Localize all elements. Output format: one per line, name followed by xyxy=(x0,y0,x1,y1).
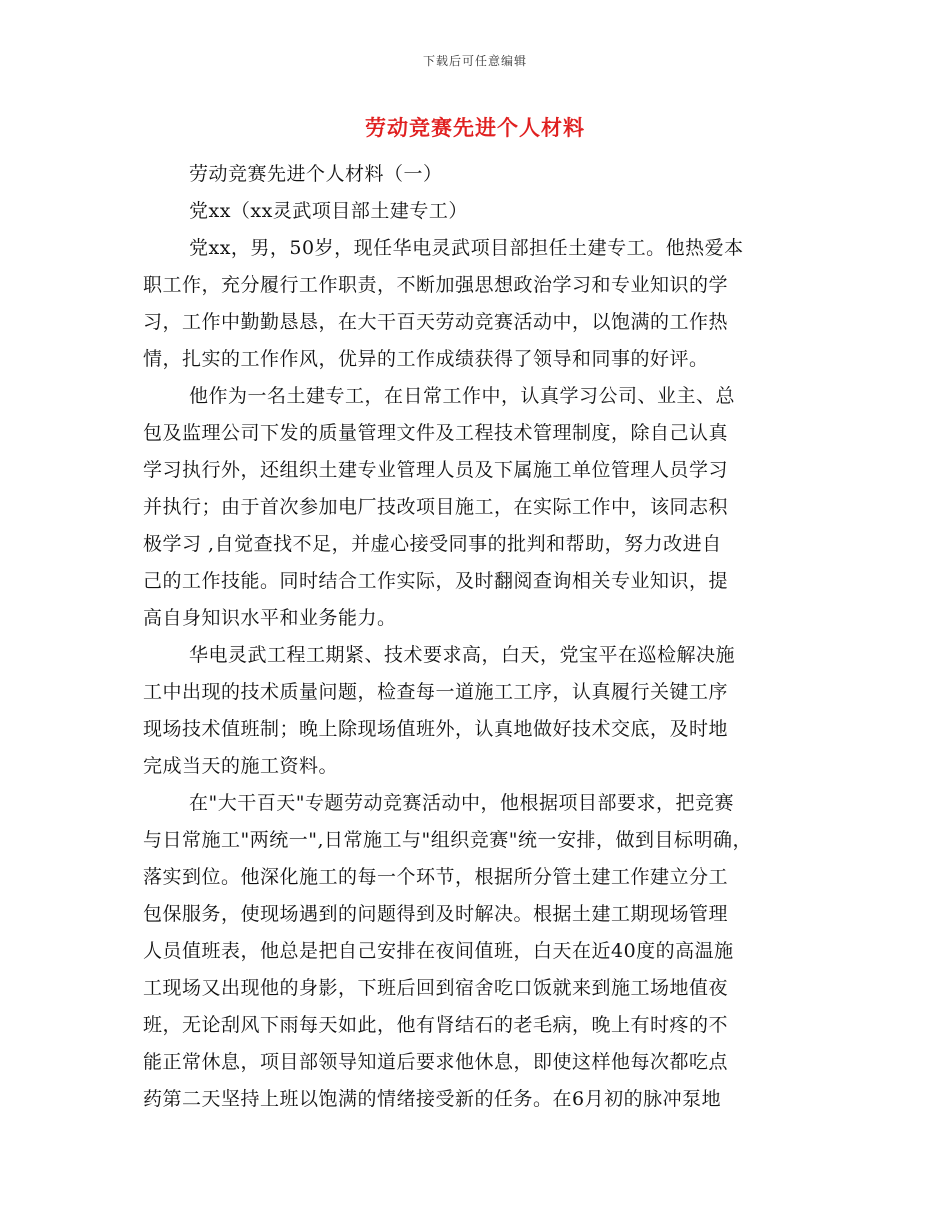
paragraph-line: 他作为一名土建专工，在日常工作中，认真学习公司、业主、总 xyxy=(189,385,736,407)
paragraph-line: 完成当天的施工资料。 xyxy=(143,755,339,777)
paragraph-line: 班，无论刮风下雨每天如此，他有肾结石的老毛病，晚上有时疼的不 xyxy=(143,1014,729,1036)
paragraph-line: 现场技术值班制；晚上除现场值班外，认真地做好技术交底，及时地 xyxy=(143,718,729,740)
paragraph-line: 情，扎实的工作作风，优异的工作成绩获得了领导和同事的好评。 xyxy=(143,348,709,370)
document-subtitle: 劳动竞赛先进个人材料（一） xyxy=(189,163,443,185)
paragraph-line: 药第二天坚持上班以饱满的情绪接受新的任务。在6月初的脉冲泵地 xyxy=(143,1088,722,1110)
paragraph-study xyxy=(143,378,819,637)
paragraph-line: 极学习 ,自觉查找不足，并虚心接受同事的批判和帮助，努力改进自 xyxy=(143,533,722,555)
paragraph-line: 高自身知识水平和业务能力。 xyxy=(143,607,397,629)
paragraph-line: 能正常休息，项目部领导知道后要求他休息，即使这样他每次都吃点 xyxy=(143,1051,729,1073)
paragraph-line: 华电灵武工程工期紧、技术要求高，白天，党宝平在巡检解决施 xyxy=(189,644,736,666)
paragraph-line: 职工作，充分履行工作职责，不断加强思想政治学习和专业知识的学 xyxy=(143,274,729,296)
paragraph-intro xyxy=(143,230,819,378)
paragraph-line: 与日常施工"两统一",日常施工与"组织竞赛"统一安排，做到目标明确， xyxy=(143,829,752,851)
document-body xyxy=(143,156,819,1118)
paragraph-line: 包保服务，使现场遇到的问题得到及时解决。根据土建工期现场管理 xyxy=(143,903,729,925)
paragraph-duty xyxy=(143,637,819,785)
paragraph-line: 包及监理公司下发的质量管理文件及工程技术管理制度，除自己认真 xyxy=(143,422,729,444)
page-header-note: 下载后可任意编辑 xyxy=(422,54,527,68)
paragraph-line: 在"大干百天"专题劳动竞赛活动中，他根据项目部要求，把竞赛 xyxy=(189,792,734,814)
paragraph-line: 学习执行外，还组织土建专业管理人员及下属施工单位管理人员学习 xyxy=(143,459,729,481)
paragraph-line: 落实到位。他深化施工的每一个环节，根据所分管土建工作建立分工 xyxy=(143,866,729,888)
paragraph-line: 并执行；由于首次参加电厂技改项目施工，在实际工作中，该同志积 xyxy=(143,496,729,518)
paragraph-line: 己的工作技能。同时结合工作实际，及时翻阅查询相关专业知识，提 xyxy=(143,570,729,592)
paragraph-line: 习，工作中勤勤恳恳，在大干百天劳动竞赛活动中，以饱满的工作热 xyxy=(143,311,729,333)
paragraph-line: 人员值班表，他总是把自己安排在夜间值班，白天在近40度的高温施 xyxy=(143,940,734,962)
paragraph-competition xyxy=(143,785,819,1118)
paragraph-line: 工中出现的技术质量问题，检查每一道施工工序，认真履行关键工序 xyxy=(143,681,729,703)
paragraph-line: 党xx，男，50岁，现任华电灵武项目部担任土建专工。他热爱本 xyxy=(189,237,744,259)
paragraph-line: 工现场又出现他的身影，下班后回到宿舍吃口饭就来到施工场地值夜 xyxy=(143,977,729,999)
person-line: 党xx（xx灵武项目部土建专工） xyxy=(189,200,468,222)
document-title: 劳动竞赛先进个人材料 xyxy=(365,115,585,140)
